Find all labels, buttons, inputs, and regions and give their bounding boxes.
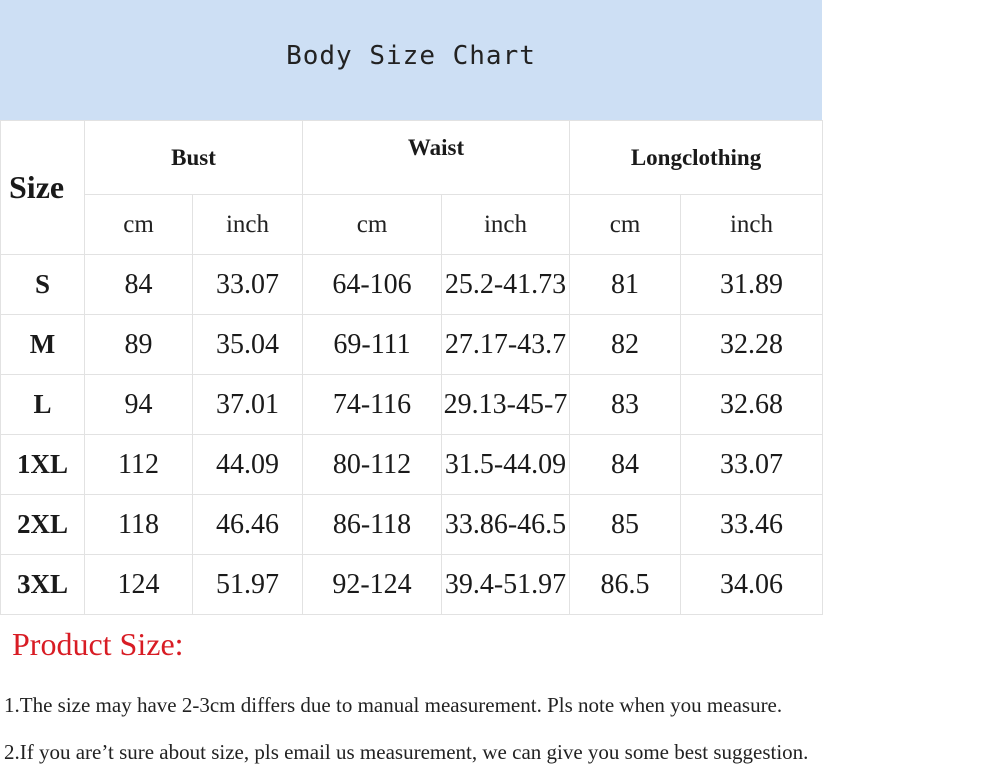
- unit-header: inch: [442, 195, 570, 255]
- bust-cm-cell: 118: [85, 495, 193, 555]
- chart-title: Body Size Chart: [286, 41, 536, 71]
- table-row: [1, 495, 823, 555]
- table-row: [1, 435, 823, 495]
- longclothing-inch-cell: 33.07: [681, 435, 823, 495]
- waist-cm-cell: 92-124: [303, 555, 442, 615]
- waist-inch-cell: 27.17-43.7: [442, 315, 570, 375]
- size-label: M: [1, 315, 85, 375]
- size-column-header: Size: [1, 121, 85, 255]
- waist-inch-cell: 31.5-44.09: [442, 435, 570, 495]
- size-label: 2XL: [1, 495, 85, 555]
- bust-inch-cell: 46.46: [193, 495, 303, 555]
- waist-inch-cell: 25.2-41.73: [442, 255, 570, 315]
- waist-cm-cell: 74-116: [303, 375, 442, 435]
- waist-cm-cell: 64-106: [303, 255, 442, 315]
- size-chart-table: [0, 120, 823, 615]
- bust-cm-cell: 94: [85, 375, 193, 435]
- waist-cm-cell: 69-111: [303, 315, 442, 375]
- chart-title-banner: [0, 0, 822, 120]
- size-label: L: [1, 375, 85, 435]
- measurement-note: 1.The size may have 2-3cm differs due to manual measurement. Pls note when you measure.: [4, 693, 783, 717]
- longclothing-inch-cell: 32.68: [681, 375, 823, 435]
- size-label: 1XL: [1, 435, 85, 495]
- size-label: S: [1, 255, 85, 315]
- unit-header: inch: [193, 195, 303, 255]
- longclothing-cm-cell: 86.5: [570, 555, 681, 615]
- longclothing-cm-cell: 81: [570, 255, 681, 315]
- waist-group-header: Waist: [303, 121, 570, 195]
- bust-cm-cell: 84: [85, 255, 193, 315]
- size-label: 3XL: [1, 555, 85, 615]
- bust-inch-cell: 33.07: [193, 255, 303, 315]
- product-size-heading: Product Size:: [12, 626, 184, 662]
- bust-cm-cell: 89: [85, 315, 193, 375]
- waist-inch-cell: 39.4-51.97: [442, 555, 570, 615]
- table-row: [1, 555, 823, 615]
- waist-cm-cell: 86-118: [303, 495, 442, 555]
- longclothing-cm-cell: 85: [570, 495, 681, 555]
- unit-header-row: [1, 195, 823, 255]
- longclothing-cm-cell: 84: [570, 435, 681, 495]
- longclothing-group-header: Longclothing: [570, 121, 823, 195]
- longclothing-inch-cell: 34.06: [681, 555, 823, 615]
- suggestion-note: 2.If you are’t sure about size, pls email us measurement, we can give you some best suggestion.: [4, 740, 809, 764]
- table-row: [1, 375, 823, 435]
- longclothing-cm-cell: 83: [570, 375, 681, 435]
- waist-inch-cell: 33.86-46.5: [442, 495, 570, 555]
- group-header-row: [1, 121, 823, 195]
- unit-header: cm: [85, 195, 193, 255]
- bust-cm-cell: 124: [85, 555, 193, 615]
- unit-header: inch: [681, 195, 823, 255]
- unit-header: cm: [570, 195, 681, 255]
- longclothing-cm-cell: 82: [570, 315, 681, 375]
- longclothing-inch-cell: 32.28: [681, 315, 823, 375]
- table-row: [1, 255, 823, 315]
- bust-inch-cell: 35.04: [193, 315, 303, 375]
- bust-cm-cell: 112: [85, 435, 193, 495]
- waist-cm-cell: 80-112: [303, 435, 442, 495]
- unit-header: cm: [303, 195, 442, 255]
- longclothing-inch-cell: 31.89: [681, 255, 823, 315]
- longclothing-inch-cell: 33.46: [681, 495, 823, 555]
- table-row: [1, 315, 823, 375]
- bust-inch-cell: 44.09: [193, 435, 303, 495]
- bust-group-header: Bust: [85, 121, 303, 195]
- bust-inch-cell: 37.01: [193, 375, 303, 435]
- bust-inch-cell: 51.97: [193, 555, 303, 615]
- waist-inch-cell: 29.13-45-7: [442, 375, 570, 435]
